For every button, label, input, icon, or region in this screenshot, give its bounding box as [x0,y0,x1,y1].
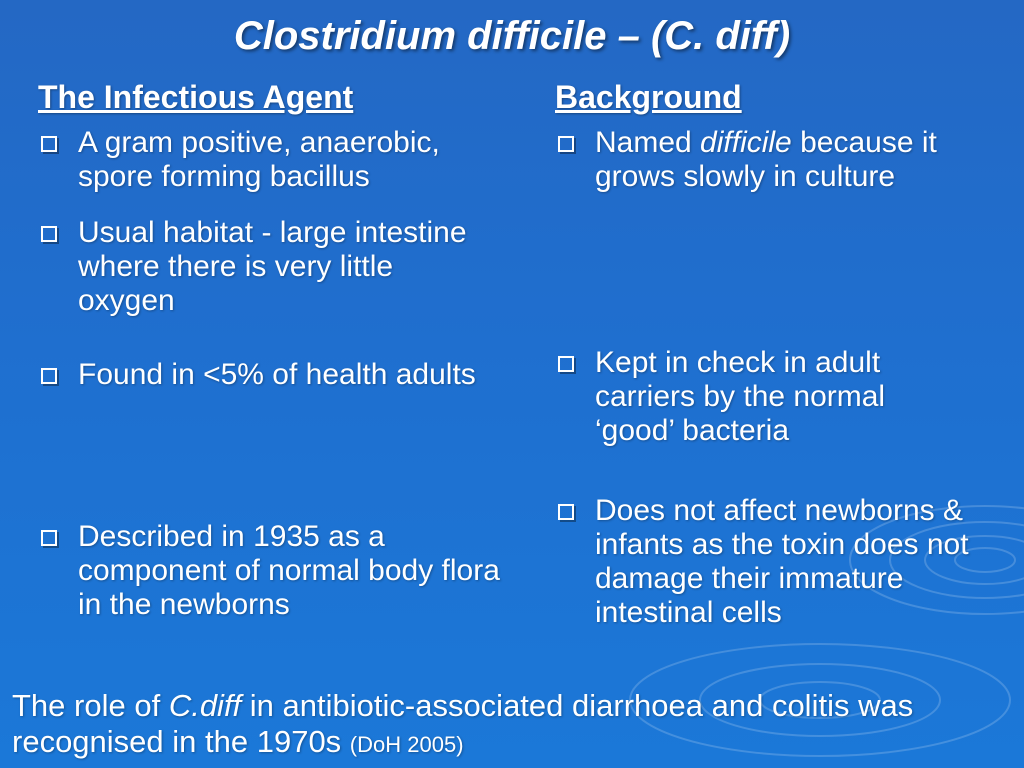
column-heading-infectious-agent: The Infectious Agent [38,79,354,115]
checkbox-bullet-icon [41,136,57,152]
list-item: Kept in check in adult carriers by the normal ‘good’ bacteria [555,346,955,448]
list-item: A gram positive, anaerobic, spore forming bacillus [38,126,518,194]
background-column [555,79,1010,629]
list-item: Does not affect newborns & infants as the toxin does not damage their immature intestinal cells [555,494,995,630]
checkbox-bullet-icon [41,226,57,242]
list-item: Found in <5% of health adults [38,358,478,392]
column-heading-background: Background [555,79,742,115]
checkbox-bullet-icon [41,530,57,546]
list-item: Described in 1935 as a component of normal body flora in the newborns [38,520,518,622]
slide-title: Clostridium difficile – (C. diff) [233,14,791,58]
checkbox-bullet-icon [558,356,574,372]
checkbox-bullet-icon [558,136,574,152]
infectious-agent-column [38,79,518,621]
list-item: Usual habitat - large intestine where there is very little oxygen [38,216,478,318]
checkbox-bullet-icon [41,368,57,384]
emphasis-cdiff: C.diff [168,688,242,723]
checkbox-bullet-icon [558,504,574,520]
emphasis-difficile: difficile [700,126,792,159]
citation: (DoH 2005) [349,732,464,757]
list-item: Named difficile because it grows slowly in culture [555,126,995,194]
footer-statement: The role of C.diff in antibiotic-associated diarrhoea and colitis was recognised in the 1970s (DoH 2005) [12,688,914,759]
